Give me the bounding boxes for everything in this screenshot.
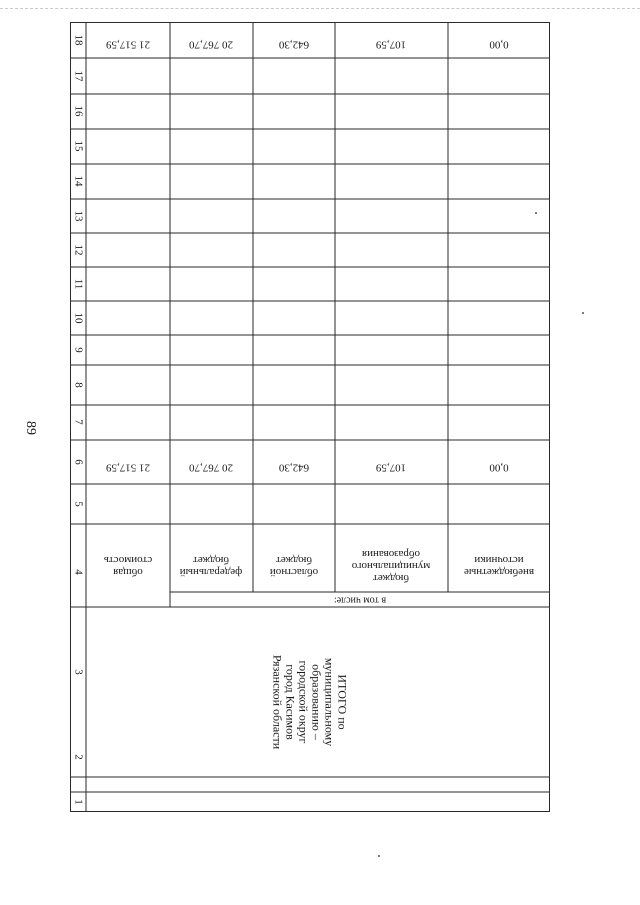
colnum-16: 16 <box>72 105 85 117</box>
row-municipal-col18: 107,59 <box>375 38 407 51</box>
scan-speck <box>535 212 537 214</box>
row-label-col4: бюджетмуниципальногообразования <box>351 548 431 584</box>
total-label <box>271 655 350 750</box>
scan-edge <box>0 8 640 9</box>
row-total-col6: 21 517,59 <box>106 461 150 474</box>
colnum-3: 3 <box>72 669 85 675</box>
in-that-number-label: в том числе: <box>333 594 387 606</box>
col4-labels <box>104 548 534 584</box>
colnum-7: 7 <box>72 419 85 425</box>
column-numbers <box>72 35 84 805</box>
colnum-12: 12 <box>72 244 85 256</box>
colnum-10: 10 <box>72 312 85 324</box>
budget-table-frame <box>70 22 550 812</box>
row-federal-col6: 20 767,70 <box>189 461 233 474</box>
colnum-2: 2 <box>72 754 85 760</box>
row-label-col4: областнойбюджет <box>269 554 319 578</box>
row-regional-col18: 642,30 <box>278 38 310 51</box>
row-federal-col18: 20 767,70 <box>189 38 233 51</box>
colnum-9: 9 <box>72 347 85 353</box>
total-label-text: ИТОГО помуниципальномуобразованию –городской округгород КасимовРязанской области <box>270 654 350 750</box>
row-label-col4: федеральныйбюджет <box>179 554 243 578</box>
colnum-17: 17 <box>72 70 85 82</box>
row-extrabudget-col6: 0,00 <box>489 461 509 474</box>
colnum-14: 14 <box>72 175 85 187</box>
row-label-col4: общаястоимость <box>103 554 153 578</box>
colnum-11: 11 <box>72 278 85 290</box>
colnum-8: 8 <box>72 382 85 388</box>
row-extrabudget-col18: 0,00 <box>489 38 509 51</box>
row-label-col4: внебюджетныеисточники <box>463 554 535 578</box>
page-number: 89 <box>23 421 38 435</box>
colnum-13: 13 <box>72 210 85 222</box>
row-regional-col6: 642,30 <box>278 461 310 474</box>
colnum-4: 4 <box>72 569 85 575</box>
colnum-15: 15 <box>72 140 85 152</box>
colnum-18: 18 <box>72 34 85 46</box>
scan-speck <box>378 855 380 857</box>
colnum-6: 6 <box>72 459 85 465</box>
scan-speck <box>582 312 584 314</box>
colnum-1: 1 <box>72 799 85 805</box>
colnum-5: 5 <box>72 501 85 507</box>
budget-table <box>70 22 550 812</box>
row-total-col18: 21 517,59 <box>106 38 150 51</box>
row-municipal-col6: 107,59 <box>375 461 407 474</box>
